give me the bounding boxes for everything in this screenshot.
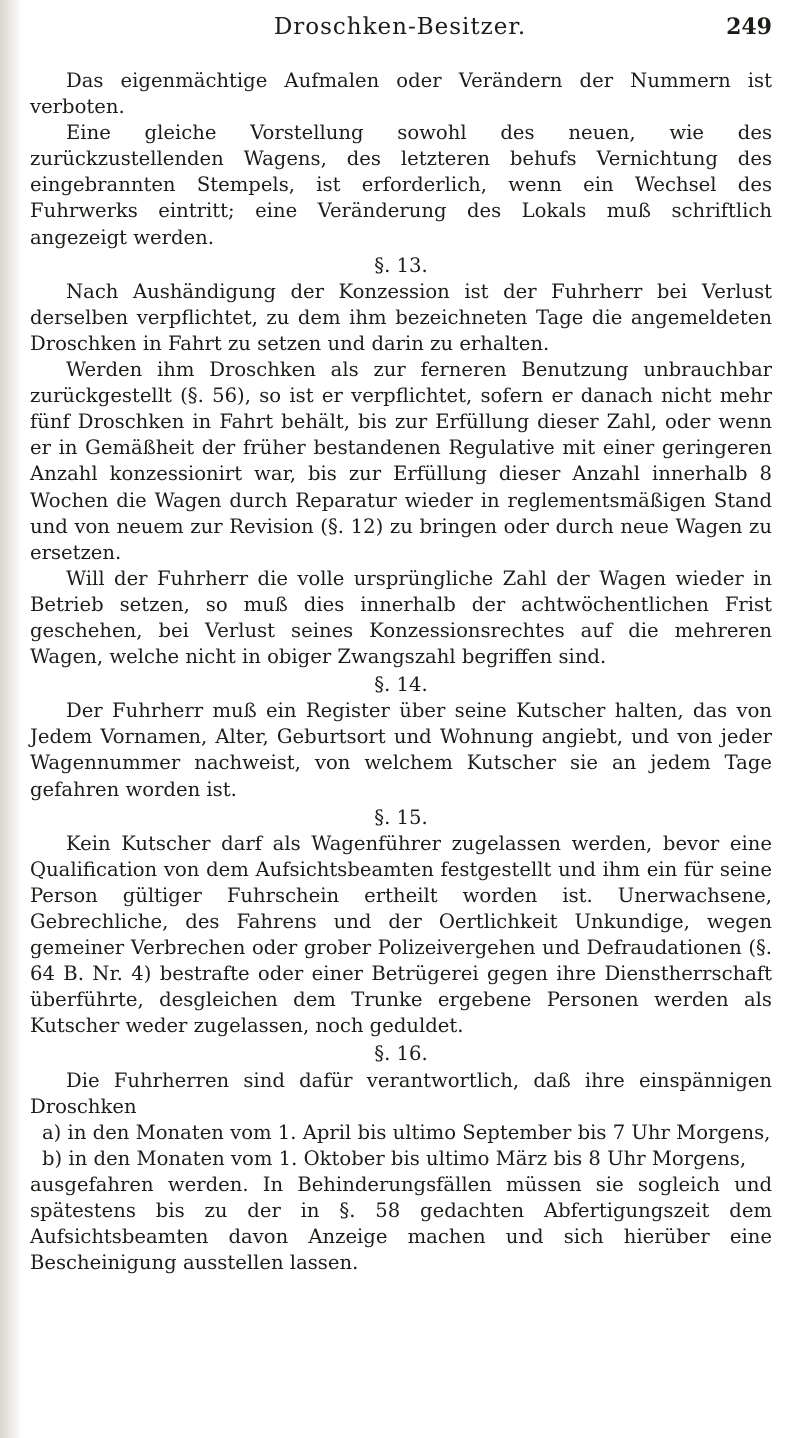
paragraph: Eine gleiche Vorstellung sowohl des neuen, wie des zurückzustellenden Wagens, des letzteren behufs Vernichtung des eingebrannten Stempels, ist erforderlich, wenn ein Wechsel des Fuhrwerks eintritt; eine Veränderung des Lokals muß schriftlich angezeigt werden. — [30, 121, 772, 249]
body-text — [30, 68, 772, 1276]
paragraph: Der Fuhrherr muß ein Register über seine Kutscher halten, das von Jedem Vornamen, Alter, Geburtsort und Wohnung angiebt, und von jeder Wagennummer nachweist, von welchem Kutscher sie an jedem Tage gefahren worden ist. — [30, 699, 772, 801]
paragraph: Werden ihm Droschken als zur ferneren Benutzung unbrauchbar zurückgestellt (§. 56), so ist er verpflichtet, sofern er danach nicht mehr fünf Droschken in Fahrt behält, bis zur Erfüllung dieser Zahl, oder wenn er in Gemäßheit der früher bestandenen Regulative mit einer geringeren Anzahl konzessionirt war, bis zur Erfüllung dieser Anzahl innerhalb 8 Wochen die Wagen durch Reparatur wieder in reglementsmäßigen Stand und von neuem zur Revision (§. 12) zu bringen oder durch neue Wagen zu ersetzen. — [30, 358, 772, 564]
page-header — [0, 14, 800, 54]
section-heading: §. 16. — [374, 1042, 428, 1066]
list-item: a) in den Monaten vom 1. April bis ultimo September bis 7 Uhr Morgens, — [42, 1120, 771, 1144]
section-heading: §. 13. — [374, 253, 428, 277]
paragraph: Die Fuhrherren sind dafür verantwortlich, daß ihre einspännigen Droschken — [30, 1068, 772, 1118]
paragraph: Nach Aushändigung der Konzession ist der Fuhrherr bei Verlust derselben verpflichtet, zu dem ihm bezeichneten Tage die angemeldeten Droschken in Fahrt zu setzen und darin zu erhalten. — [30, 279, 772, 355]
page-gutter-shadow — [0, 0, 22, 1438]
paragraph: Kein Kutscher darf als Wagenführer zugelassen werden, bevor eine Qualification von dem Aufsichtsbeamten festgestellt und ihm ein für seine Person gültiger Fuhrschein ertheilt worden ist. Unerwachsene, Gebrechliche, des Fahrens und der Oertlichkeit Unkundige, wegen gemeiner Verbrechen oder grober Polizeivergehen und Defraudationen (§. 64 B. Nr. 4) bestrafte oder einer Betrügerei gegen ihre Dienstherrschaft überführte, desgleichen dem Trunke ergebene Personen werden als Kutscher weder zugelassen, noch geduldet. — [30, 831, 772, 1038]
section-heading: §. 14. — [374, 673, 428, 697]
page-number: 249 — [726, 14, 772, 40]
paragraph: ausgefahren werden. In Behinderungsfällen müssen sie sogleich und spätestens bis zu der in §. 58 gedachten Abfertigungszeit dem Aufsichtsbeamten davon Anzeige machen und sich hierüber eine Bescheinigung ausstellen lassen. — [30, 1172, 772, 1275]
paragraph: Das eigenmächtige Aufmalen oder Verändern der Nummern ist verboten. — [30, 69, 772, 119]
running-head: Droschken-Besitzer. — [273, 14, 527, 40]
list-item: b) in den Monaten vom 1. Oktober bis ultimo März bis 8 Uhr Morgens, — [42, 1146, 747, 1170]
paragraph: Will der Fuhrherr die volle ursprüngliche Zahl der Wagen wieder in Betrieb setzen, so muß dies innerhalb der achtwöchentlichen Frist geschehen, bei Verlust seines Konzessionsrechtes auf die mehreren Wagen, welche nicht in obiger Zwangszahl begriffen sind. — [30, 566, 772, 669]
section-heading: §. 15. — [374, 805, 428, 829]
